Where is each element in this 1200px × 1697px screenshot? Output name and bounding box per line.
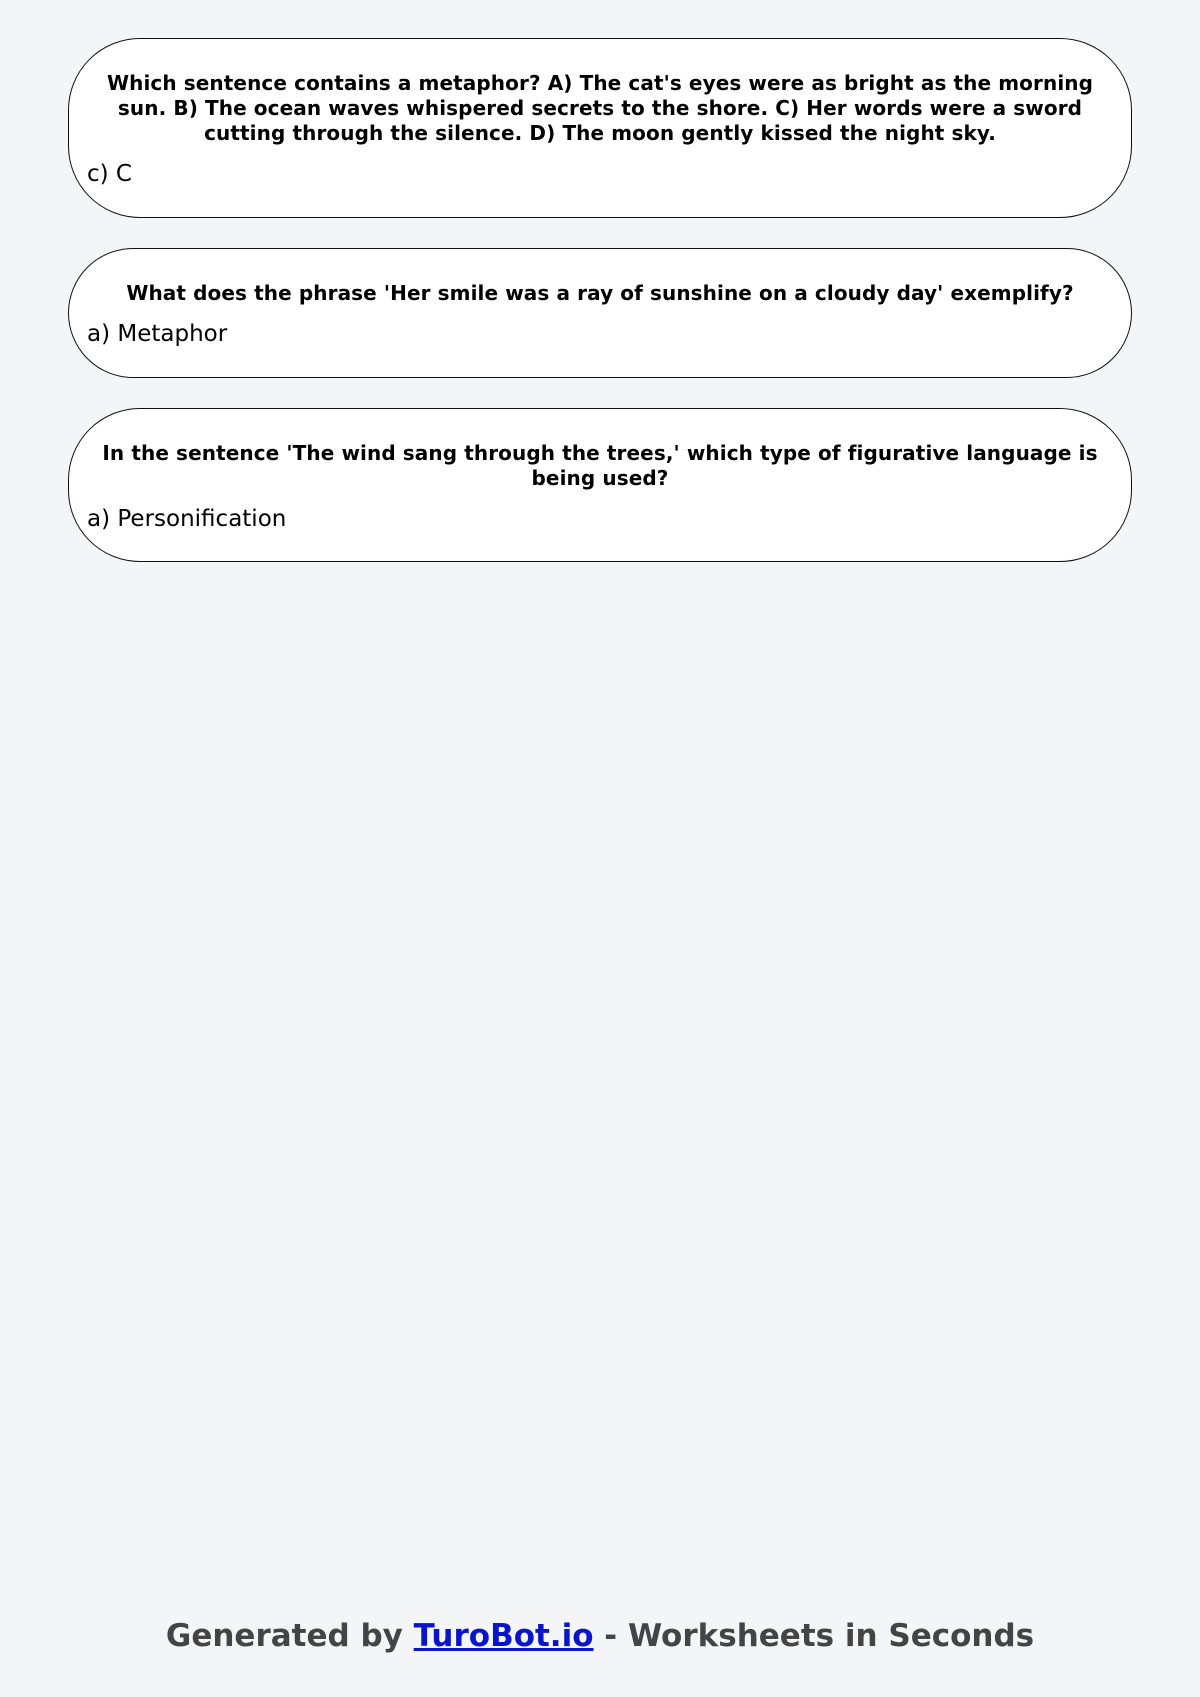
turobot-link[interactable]: TuroBot.io xyxy=(413,1618,594,1654)
footer-prefix: Generated by xyxy=(165,1618,414,1654)
answer-text: a) Personification xyxy=(87,506,287,532)
question-card xyxy=(68,248,1132,378)
question-card xyxy=(68,38,1132,218)
footer xyxy=(0,1618,1200,1654)
answer-text: c) C xyxy=(87,161,132,187)
question-text: Which sentence contains a metaphor? A) The cat's eyes were as bright as the morning sun. B) The ocean waves whispered secrets to the shore. C) Her words were a sword cutting through the silence. D) The moon gently kissed the night sky. xyxy=(106,71,1094,145)
question-list xyxy=(68,38,1132,592)
footer-suffix: - Worksheets in Seconds xyxy=(593,1618,1035,1654)
question-card xyxy=(68,408,1132,562)
question-text: What does the phrase 'Her smile was a ray of sunshine on a cloudy day' exemplify? xyxy=(126,281,1074,305)
question-text: In the sentence 'The wind sang through the trees,' which type of figurative language is being used? xyxy=(102,441,1098,490)
answer-text: a) Metaphor xyxy=(87,321,228,347)
